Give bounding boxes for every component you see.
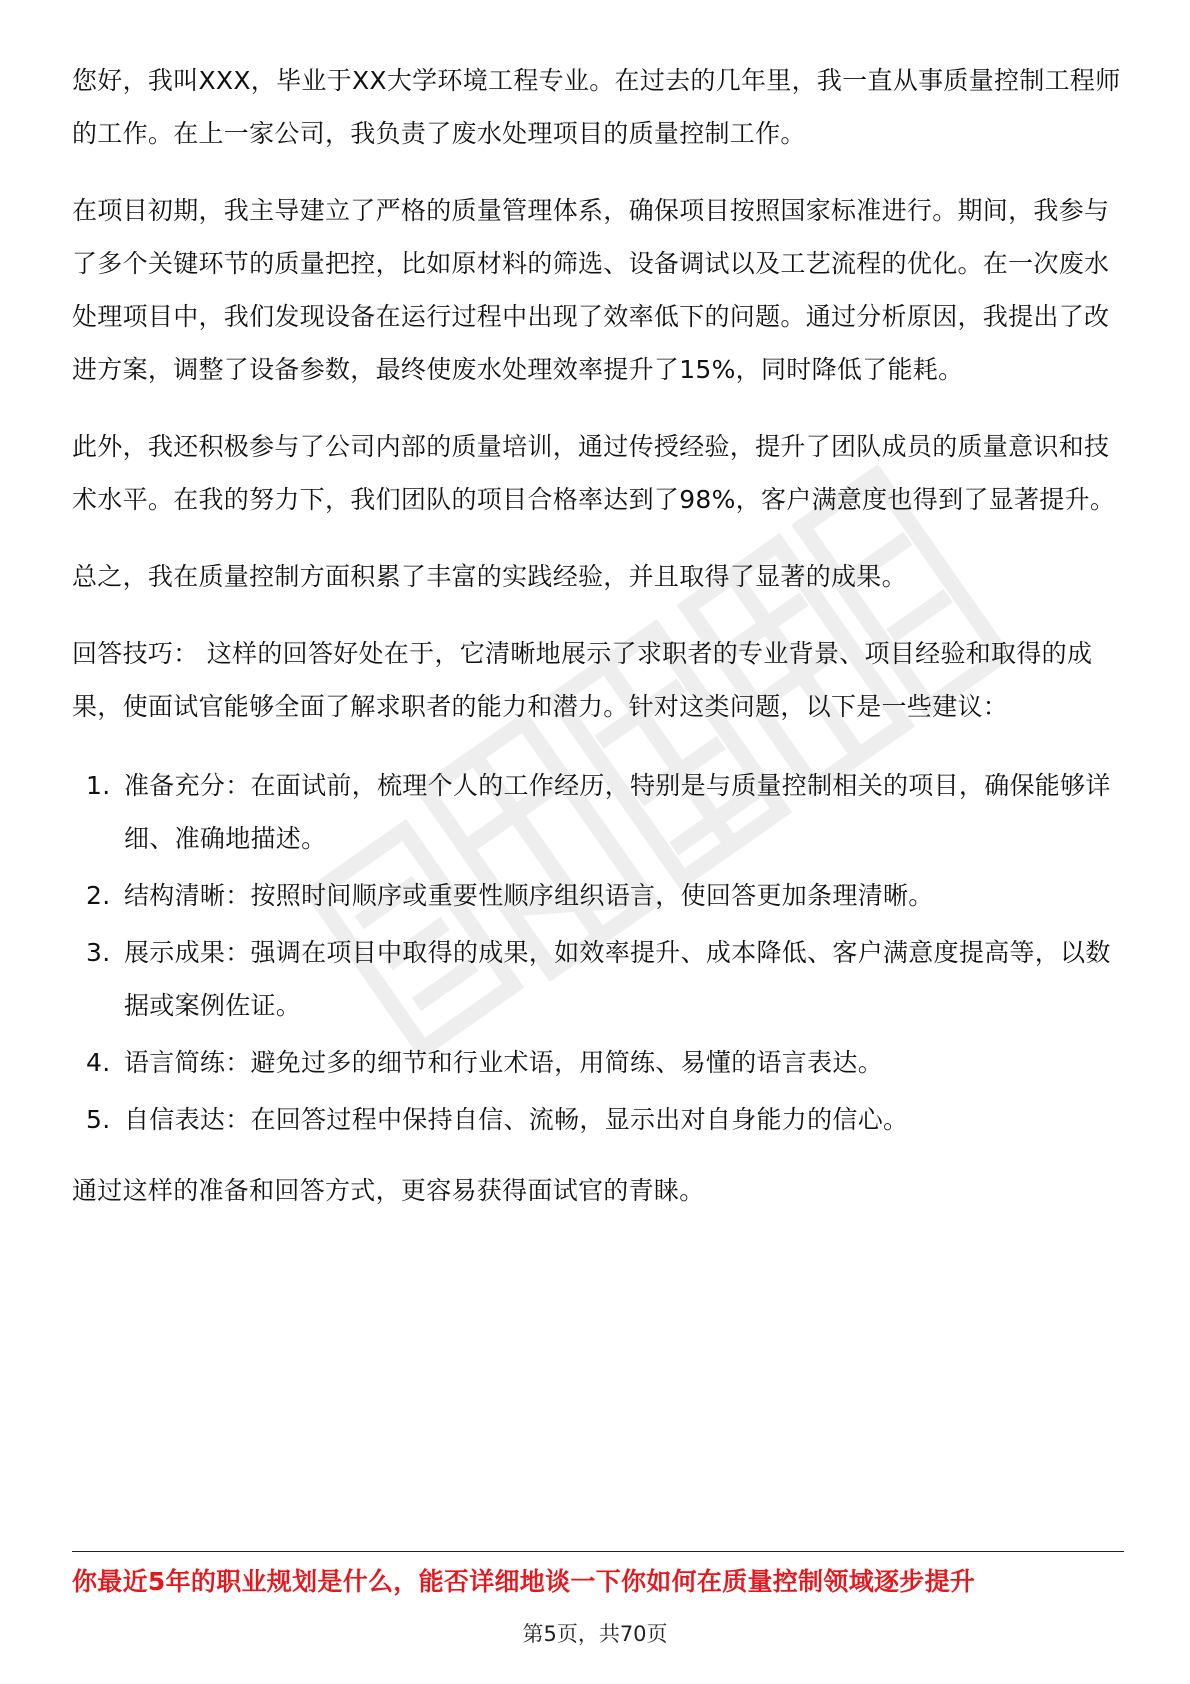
project-paragraph: 在项目初期，我主导建立了严格的质量管理体系，确保项目按照国家标准进行。期间，我参与了多个关键环节的质量把控，比如原材料的筛选、设备调试以及工艺流程的优化。在一次废水处理项目中，我们发现设备在运行过程中出现了效率低下的问题。通过分析原因，我提出了改进方案，调整了设备参数，最终使废水处理效率提升了15%，同时降低了能耗。 (72, 196, 1110, 384)
next-question-heading: 你最近5年的职业规划是什么，能否详细地谈一下你如何在质量控制领域逐步提升 (72, 1567, 976, 1596)
list-item (72, 1093, 1132, 1146)
summary-paragraph: 总之，我在质量控制方面积累了丰富的实践经验，并且取得了显著的成果。 (72, 562, 907, 591)
list-item-number: 4. (86, 1048, 111, 1077)
document-body (72, 54, 1132, 1241)
intro-paragraph: 您好，我叫XXX，毕业于XX大学环境工程专业。在过去的几年里，我一直从事质量控制工程师的工作。在上一家公司，我负责了废水处理项目的质量控制工作。 (72, 66, 1121, 148)
list-item (72, 1036, 1132, 1089)
list-item-text: 自信表达：在回答过程中保持自信、流畅，显示出对自身能力的信心。 (124, 1105, 909, 1134)
list-item (72, 869, 1132, 922)
list-item-number: 5. (86, 1105, 111, 1134)
list-item-text: 准备充分：在面试前，梳理个人的工作经历，特别是与质量控制相关的项目，确保能够详细、准确地描述。 (124, 771, 1111, 853)
list-item-number: 1. (86, 771, 111, 800)
tips-intro-paragraph: 回答技巧： 这样的回答好处在于，它清晰地展示了求职者的专业背景、项目经验和取得的成果，使面试官能够全面了解求职者的能力和潜力。针对这类问题，以下是一些建议： (72, 639, 1093, 721)
list-item-number: 3. (86, 938, 111, 967)
list-item-text: 结构清晰：按照时间顺序或重要性顺序组织语言，使回答更加条理清晰。 (124, 881, 934, 910)
list-item (72, 759, 1132, 865)
closing-paragraph: 通过这样的准备和回答方式，更容易获得面试官的青睐。 (72, 1176, 705, 1205)
section-divider (72, 1551, 1124, 1552)
list-item-text: 展示成果：强调在项目中取得的成果，如效率提升、成本降低、客户满意度提高等，以数据或案例佐证。 (124, 938, 1111, 1020)
list-item (72, 926, 1132, 1032)
page-number: 第5页，共70页 (522, 1622, 668, 1646)
tips-list (72, 759, 1132, 1146)
list-item-number: 2. (86, 881, 111, 910)
list-item-text: 语言简练：避免过多的细节和行业术语，用简练、易懂的语言表达。 (124, 1048, 884, 1077)
training-paragraph: 此外，我还积极参与了公司内部的质量培训，通过传授经验，提升了团队成员的质量意识和技术水平。在我的努力下，我们团队的项目合格率达到了98%，客户满意度也得到了显著提升。 (72, 432, 1116, 514)
